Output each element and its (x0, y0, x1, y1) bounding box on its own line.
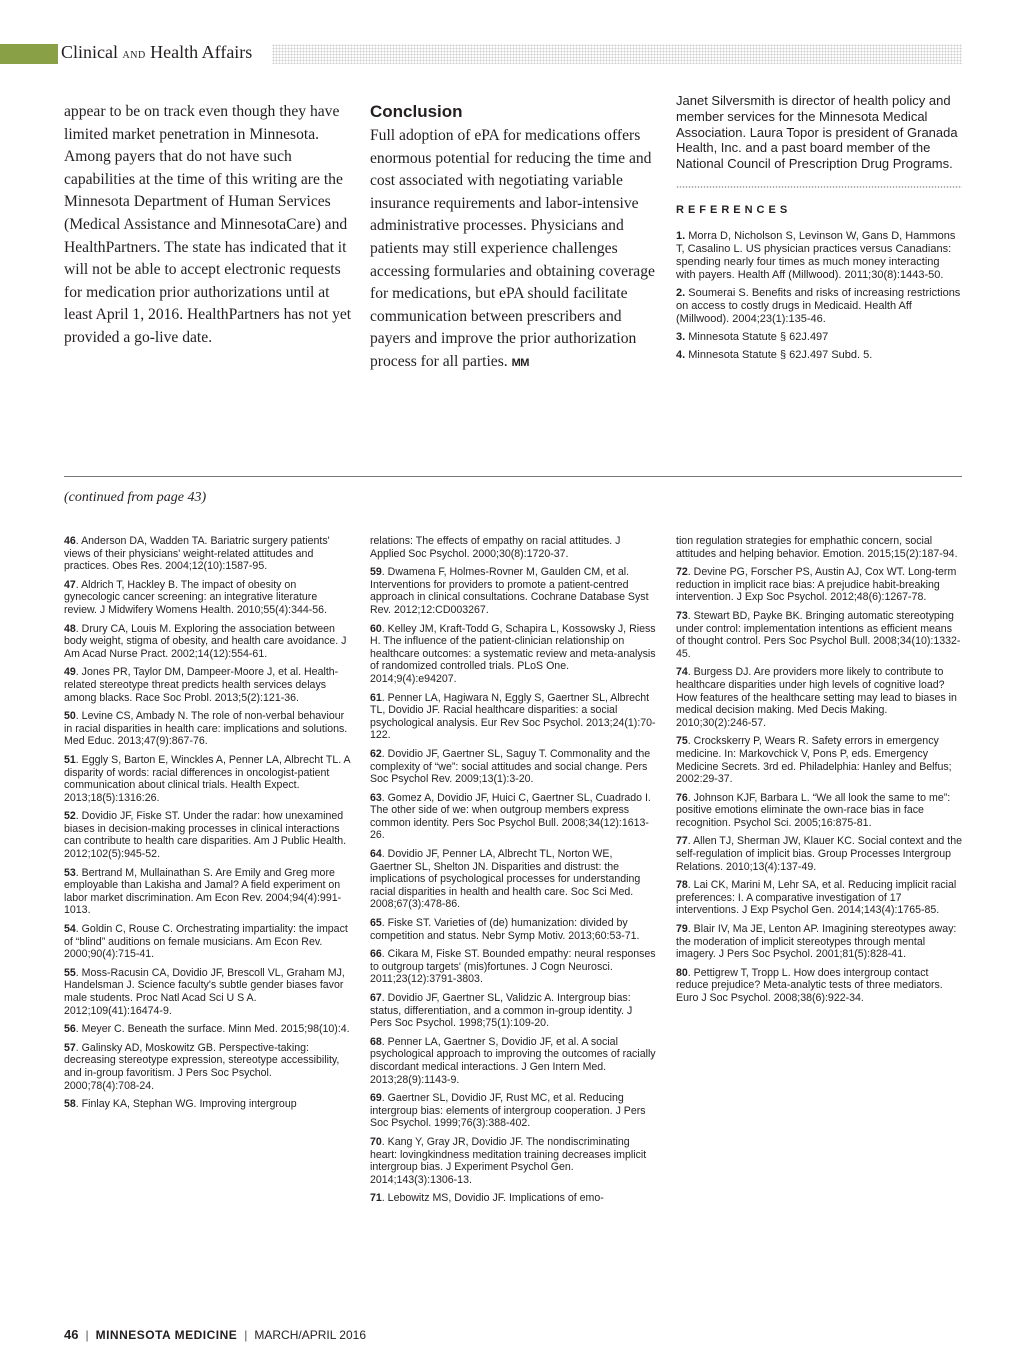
reference-text: . Allen TJ, Sherman JW, Klauer KC. Social context and the self-regulation of implicit bias. Group Processes Intergroup Relations. 2010;13(4):137-49. (676, 835, 962, 873)
reference-text: . Lebowitz MS, Dovidio JF. Implications of emo- (381, 1192, 604, 1205)
reference-number: 46 (64, 535, 76, 547)
reference-number: 77 (676, 835, 688, 848)
reference-number: 58 (64, 1098, 76, 1111)
reference-item (370, 948, 656, 986)
reference-item (676, 967, 962, 1005)
reference-text: . Penner LA, Gaertner S, Dovidio JF, et al. A social psychological approach to improving the outcomes of racially discordant medical interactions. J Gen Intern Med. 2013;28(9):1143-9. (370, 1035, 656, 1086)
reference-text: . Dovidio JF, Fiske ST. Under the radar: how unexamined biases in decision-making processes in clinical interactions can contribute to health care disparities. Am J Public Health. 2012;102(5):945-52. (64, 810, 347, 861)
reference-text: Minnesota Statute § 62J.497 Subd. 5. (688, 348, 873, 361)
reference-text: . Blair IV, Ma JE, Lenton AP. Imagining stereotypes away: the moderation of implicit stereotypes through mental imagery. J Pers Soc Psychol. 2001;81(5):828-41. (676, 923, 957, 961)
continued-references-column-1 (64, 535, 350, 1117)
reference-text: . Levine CS, Ambady N. The role of non-verbal behaviour in racial disparities in health care: implications and solutions. Med Educ. 2013;47(9):867-76. (64, 710, 348, 748)
reference-number: 52 (64, 810, 76, 823)
reference-item (370, 917, 656, 942)
reference-item (370, 1192, 656, 1205)
reference-text: . Anderson DA, Wadden TA. Bariatric surgery patients' views of their physicians' weight-related attitudes and practices. Obes Res. 2004;12(10):1587-95. (64, 535, 330, 573)
reference-number: 3. (676, 330, 686, 343)
reference-text: . Gaertner SL, Dovidio JF, Rust MC, et al. Reducing intergroup bias: elements of intergroup cooperation. J Pers Soc Psychol. 1999;76(3):388-402. (370, 1092, 646, 1130)
reference-item (676, 566, 962, 604)
reference-item (676, 230, 962, 282)
reference-text: . Dwamena F, Holmes-Rovner M, Gaulden CM, et al. Interventions for providers to promote a patient-centred approach in clinical consultations. Cochrane Database Syst Rev. 2012;12:CD003267. (370, 566, 649, 616)
continued-references-column-2 (370, 535, 656, 1211)
reference-number: 50 (64, 710, 76, 723)
reference-item (64, 867, 350, 917)
reference-item (370, 792, 656, 842)
reference-item (370, 692, 656, 742)
continued-label: (continued from page 43) (64, 490, 207, 505)
reference-text: . Kelley JM, Kraft-Todd G, Schapira L, Kossowsky J, Riess H. The influence of the patient-clinician relationship on healthcare outcomes: a systematic review and meta-analysis of randomized controlled trials. PLoS One. 2014;9(4):e94207. (370, 622, 656, 685)
reference-text: Soumerai S. Benefits and risks of increasing restrictions on access to costly drugs in Medicaid. Health Aff (Millwood). 2004;23(1):135-46. (676, 286, 961, 325)
article-column-1 (64, 101, 354, 350)
reference-number: 55 (64, 966, 76, 979)
journal-name: MINNESOTA MEDICINE (95, 1328, 238, 1342)
reference-text: . Aldrich T, Hackley B. The impact of obesity on gynecologic cancer screening: an integrative literature review. J Midwifery Womens Health. 2010;55(4):344-56. (64, 578, 328, 616)
reference-text: . Galinsky AD, Moskowitz GB. Perspective-taking: decreasing stereotype expression, stereotype accessibility, and in-group favoritism. J Pers Soc Psychol. 2000;78(4):708-24. (64, 1041, 340, 1092)
reference-text: . Johnson KJF, Barbara L. “We all look the same to me”: positive emotions eliminate the own-race bias in face recognition. Psychol Sci. 2005;16:875-81. (676, 791, 951, 829)
end-mark: MM (511, 356, 529, 369)
reference-number: 59 (370, 566, 382, 579)
reference-text: relations: The effects of empathy on racial attitudes. J Applied Soc Psychol. 2000;30(8):1720-37. (370, 535, 621, 560)
reference-item (676, 666, 962, 729)
reference-text: . Jones PR, Taylor DM, Dampeer-Moore J, et al. Health-related stereotype threat predicts health services delays among blacks. Race Soc Probl. 2013;5(2):121-36. (64, 666, 339, 704)
section-color-band (0, 44, 58, 64)
reference-text: . Eggly S, Barton E, Winckles A, Penner LA, Albrecht TL. A disparity of words: racial differences in oncologist-patient communication about clinical trials. Health Expect. 2013;18(5):1316:26. (64, 753, 351, 804)
reference-number: 65 (370, 917, 382, 930)
reference-item (676, 287, 962, 326)
reference-item (64, 754, 350, 804)
reference-number: 60 (370, 622, 382, 635)
reference-text: . Devine PG, Forscher PS, Austin AJ, Cox WT. Long-term reduction in implicit race bias: A prejudice habit-breaking intervention. J Exp Soc Psychol. 2012;48(6):1267-78. (676, 566, 957, 604)
reference-item (676, 835, 962, 873)
footer-divider: | (244, 1328, 248, 1342)
footer-divider: | (85, 1328, 89, 1342)
reference-number: 68 (370, 1035, 382, 1048)
reference-text: . Goldin C, Rouse C. Orchestrating impartiality: the impact of “blind” auditions on female musicians. Am Econ Rev. 2000;90(4):715-41. (64, 923, 348, 961)
section-header-dot-pattern (272, 44, 962, 64)
dotted-separator (676, 186, 962, 188)
reference-item (64, 967, 350, 1017)
issue-date: MARCH/APRIL 2016 (254, 1328, 366, 1342)
reference-number: 51 (64, 753, 76, 766)
reference-text: . Finlay KA, Stephan WG. Improving intergroup (75, 1098, 297, 1111)
reference-item (64, 1042, 350, 1092)
author-bio: Janet Silversmith is director of health policy and member services for the Minnesota Medical Association. Laura Topor is president of Granada Health, Inc. and a past board member of the National Council of Prescription Drug Programs. (676, 93, 958, 172)
reference-number: 64 (370, 848, 382, 861)
reference-number: 53 (64, 866, 76, 879)
reference-item (370, 535, 656, 560)
reference-text: tion regulation strategies for emphathic concern, social attitudes and helping behavior. Emotion. 2015;15(2):187-94. (676, 535, 958, 560)
reference-text: . Moss-Racusin CA, Dovidio JF, Brescoll VL, Graham MJ, Handelsman J. Science faculty's subtle gender biases favor male students. Proc Natl Acad Sci U S A. 2012;109(41):16474-9. (64, 966, 345, 1017)
reference-number: 2. (676, 286, 686, 299)
reference-item (64, 1098, 350, 1111)
reference-text: . Fiske ST. Varieties of (de) humanization: divided by competition and status. Nebr Symp Motiv. 2013;60:53-71. (370, 917, 640, 942)
reference-item (64, 923, 350, 961)
conclusion-text (370, 125, 660, 375)
reference-text: . Lai CK, Marini M, Lehr SA, et al. Reducing implicit racial preferences: I. A comparative investigation of 17 interventions. J Exp Psychol Gen. 2014;143(4):1765-85. (676, 879, 957, 917)
section-title-and: AND (122, 50, 146, 61)
references-heading: REFERENCES (676, 203, 792, 216)
reference-item (676, 535, 962, 560)
reference-item (370, 1036, 656, 1086)
reference-item (676, 792, 962, 830)
reference-text: . Penner LA, Hagiwara N, Eggly S, Gaertner SL, Albrecht TL, Dovidio JF. Racial healthcare disparities: a social psychological analysis. Eur Rev Soc Psychol. 2013;24(1):70-122. (370, 691, 656, 742)
reference-item (64, 710, 350, 748)
reference-text: . Kang Y, Gray JR, Dovidio JF. The nondiscriminating heart: lovingkindness meditation training decreases implicit intergroup bias. J Experiment Psychol Gen. 2014;143(3):1306-13. (370, 1135, 647, 1186)
reference-item (64, 535, 350, 573)
reference-text: . Pettigrew T, Tropp L. How does intergroup contact reduce prejudice? Meta-analytic tests of three mediators. Euro J Soc Psychol. 2008;38(6):922-34. (676, 966, 943, 1004)
reference-text: . Dovidio JF, Gaertner SL, Saguy T. Commonality and the complexity of “we”: social attitudes and social change. Pers Soc Psychol Rev. 2009;13(1):3-20. (370, 747, 651, 786)
reference-text: . Burgess DJ. Are providers more likely to contribute to healthcare disparities under high levels of cognitive load? How features of the healthcare setting may lead to biases in medical decision making. Med Decis Making. 2010;30(2):246-57. (676, 666, 957, 729)
reference-number: 66 (370, 948, 382, 961)
reference-number: 69 (370, 1092, 382, 1105)
reference-item (370, 992, 656, 1030)
reference-number: 63 (370, 791, 382, 804)
reference-item (370, 1136, 656, 1186)
reference-number: 49 (64, 666, 76, 679)
section-title (61, 42, 252, 63)
reference-item (676, 331, 962, 344)
section-title-clinical: Clinical (61, 42, 118, 62)
reference-text: . Bertrand M, Mullainathan S. Are Emily and Greg more employable than Lakisha and Jamal? A field experiment on labor market discrimination. Am Econ Rev. 2004;94(4):991-1013. (64, 866, 342, 917)
reference-number: 47 (64, 578, 76, 591)
reference-item (676, 349, 962, 362)
reference-text: Minnesota Statute § 62J.497 (688, 330, 829, 343)
reference-number: 73 (676, 609, 688, 622)
reference-text: . Gomez A, Dovidio JF, Huici C, Gaertner SL, Cuadrado I. The other side of we: when outgroup members express common identity. Pers Soc Psychol Bull. 2008;34(12):1613-26. (370, 791, 651, 842)
reference-number: 67 (370, 992, 382, 1004)
references-list (676, 230, 962, 362)
reference-number: 80 (676, 966, 688, 979)
reference-item (370, 748, 656, 786)
reference-number: 74 (676, 666, 688, 679)
reference-number: 72 (676, 566, 688, 579)
reference-number: 61 (370, 691, 382, 704)
reference-item (370, 848, 656, 911)
reference-item (370, 566, 656, 616)
reference-item (64, 579, 350, 617)
reference-text: . Stewart BD, Payke BK. Bringing automatic stereotyping under control: implementation intentions as efficient means of thought control. Pers Soc Psychol Bull. 2008;34(10):1332-45. (676, 609, 961, 660)
reference-text: . Crockskerry P, Wears R. Safety errors in emergency medicine. In: Markovchick V, Pons P, eds. Emergency Medicine Secrets. 3rd ed. Philadelphia: Hanley and Belfus; 2002:29-37. (676, 735, 952, 786)
reference-number: 75 (676, 735, 688, 748)
reference-item (64, 810, 350, 860)
article-column-3 (676, 93, 962, 367)
reference-text: . Cikara M, Fiske ST. Bounded empathy: neural responses to outgroup targets' (mis)fortunes. J Cogn Neurosci. 2011;23(12):3791-3803. (370, 948, 656, 986)
reference-text: . Meyer C. Beneath the surface. Minn Med. 2015;98(10):4. (75, 1023, 350, 1036)
reference-number: 1. (676, 229, 686, 242)
reference-item (676, 735, 962, 785)
reference-number: 70 (370, 1135, 382, 1148)
reference-number: 4. (676, 348, 686, 361)
reference-number: 57 (64, 1041, 76, 1054)
reference-item (64, 623, 350, 661)
reference-item (64, 1023, 350, 1036)
article-column-2 (370, 101, 660, 375)
page-footer (64, 1327, 366, 1342)
reference-item (676, 879, 962, 917)
page-number: 46 (64, 1327, 79, 1342)
reference-text: . Dovidio JF, Penner LA, Albrecht TL, Norton WE, Gaertner SL, Shelton JN. Disparities and distrust: the implications of psychological processes for understanding racial disparities in health and health care. Soc Sci Med. 2008;67(3):478-86. (370, 848, 641, 911)
reference-number: 78 (676, 879, 688, 892)
reference-number: 54 (64, 923, 76, 936)
reference-item (676, 923, 962, 961)
conclusion-body: Full adoption of ePA for medications offers enormous potential for reducing the time and cost associated with negotiating variable insurance requirements and labor-intensive administrative processes. Physicians and patients may still experience challenges accessing formularies and obtaining coverage for medications, but ePA should facilitate communication between prescribers and payers and improve the prior authorization process for all parties. (370, 127, 655, 370)
reference-text: . Drury CA, Louis M. Exploring the association between body weight, stigma of obesity, and health care avoidance. J Am Acad Nurse Pract. 2002;14(12):554-61. (64, 622, 347, 660)
continued-references-column-3 (676, 535, 962, 1011)
reference-text: . Dovidio JF, Gaertner SL, Validzic A. Intergroup bias: status, differentiation, and a common in-group identity. J Pers Soc Psychol. 1998;75(1):109-20. (370, 992, 633, 1030)
reference-number: 71 (370, 1192, 382, 1205)
reference-number: 62 (370, 747, 382, 760)
horizontal-rule (64, 476, 962, 477)
reference-item (370, 1092, 656, 1130)
article-body-text: appear to be on track even though they have limited market penetration in Minnesota. Among payers that do not have such capabilities at the time of this writing are the Minnesota Department of Human Services (Medical Assistance and MinnesotaCare) and HealthPartners. The state has indicated that it will not be able to accept electronic requests for medication prior authorizations until at least April 1, 2016. HealthPartners has not yet provided a go-live date. (64, 103, 352, 346)
section-title-health-affairs: Health Affairs (150, 42, 253, 62)
reference-number: 76 (676, 791, 688, 804)
reference-number: 56 (64, 1023, 76, 1036)
conclusion-heading: Conclusion (370, 102, 463, 121)
reference-item (64, 666, 350, 704)
reference-item (370, 623, 656, 686)
reference-number: 79 (676, 923, 688, 936)
reference-number: 48 (64, 622, 76, 635)
reference-item (676, 610, 962, 660)
reference-text: Morra D, Nicholson S, Levinson W, Gans D, Hammons T, Casalino L. US physician practices versus Canadians: spending nearly four times as much money interacting with payers. Health Aff (Millwood). 2011;30(8):1443-50. (676, 229, 956, 281)
